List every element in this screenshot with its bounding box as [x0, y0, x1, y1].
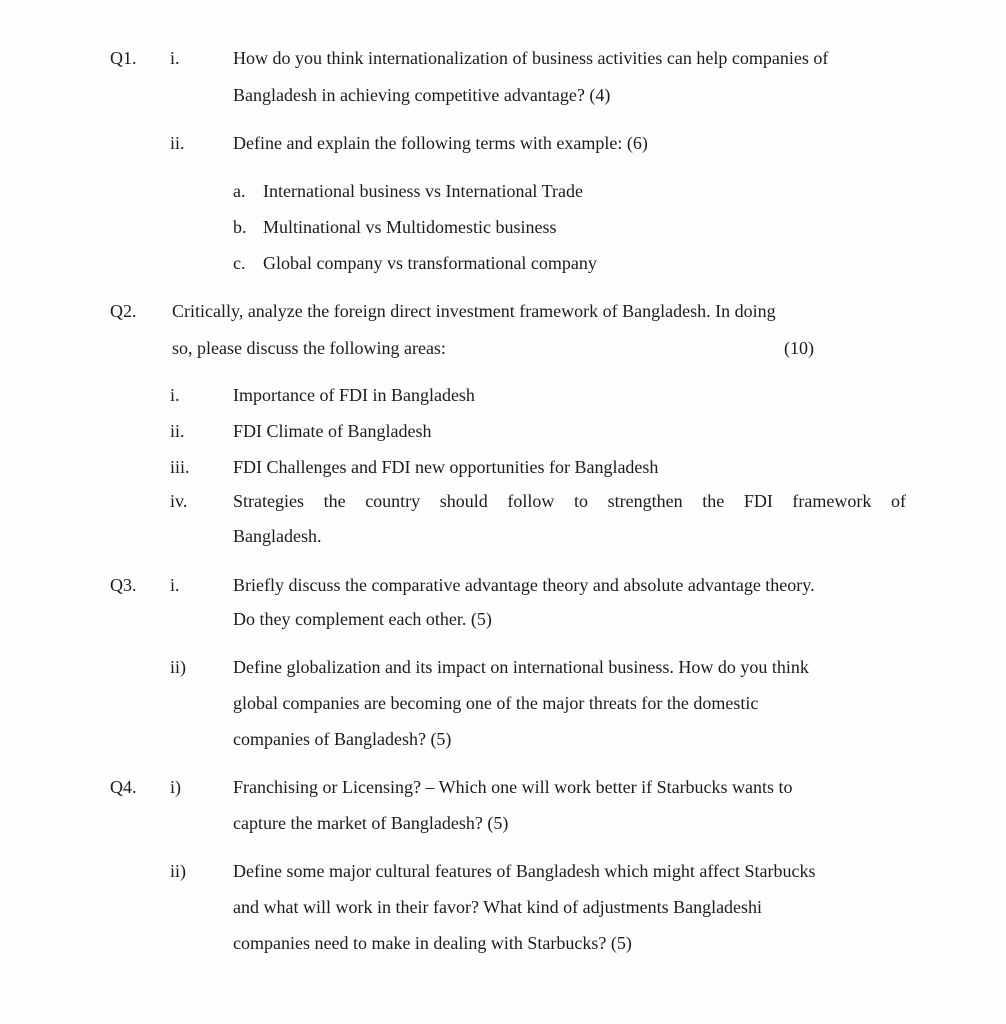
list-item-text: Global company vs transformational company	[263, 253, 597, 273]
list-item-label: i.	[170, 385, 180, 405]
list-item-label: c.	[233, 253, 246, 273]
list-item-text: FDI Challenges and FDI new opportunities for Bangladesh	[233, 457, 659, 477]
list-item-label: b.	[233, 217, 247, 237]
question-text: Franchising or Licensing? – Which one will work better if Starbucks wants to	[233, 777, 793, 797]
sub-question-label: i.	[170, 48, 180, 68]
marks-label: (10)	[784, 338, 814, 358]
question-text: and what will work in their favor? What kind of adjustments Bangladeshi	[233, 897, 763, 917]
list-item-text: Multinational vs Multidomestic business	[263, 217, 557, 237]
question-text: companies need to make in dealing with Starbucks? (5)	[233, 933, 632, 953]
sub-question-label: i)	[170, 777, 181, 797]
list-item-label: iv.	[170, 491, 188, 511]
list-item-label: ii.	[170, 421, 185, 441]
question-text: Do they complement each other. (5)	[233, 609, 492, 629]
sub-question-label: ii)	[170, 861, 186, 881]
list-item-text: Importance of FDI in Bangladesh	[233, 385, 475, 405]
question-text: global companies are becoming one of the major threats for the domestic	[233, 693, 759, 713]
question-number: Q4.	[110, 777, 137, 797]
question-number: Q2.	[110, 301, 137, 321]
question-number: Q1.	[110, 48, 137, 68]
question-text: Critically, analyze the foreign direct investment framework of Bangladesh. In doing	[172, 301, 776, 321]
question-text: capture the market of Bangladesh? (5)	[233, 813, 509, 833]
question-number: Q3.	[110, 575, 137, 595]
question-text: companies of Bangladesh? (5)	[233, 729, 452, 749]
question-text: Define and explain the following terms with example: (6)	[233, 133, 648, 153]
question-text: Briefly discuss the comparative advantage theory and absolute advantage theory.	[233, 575, 815, 595]
question-text: Define globalization and its impact on international business. How do you think	[233, 657, 809, 677]
sub-question-label: ii.	[170, 133, 185, 153]
list-item-text: Strategies the country should follow to strengthen the FDI framework of	[233, 491, 906, 511]
question-text: Define some major cultural features of Bangladesh which might affect Starbucks	[233, 861, 816, 881]
question-text: Bangladesh in achieving competitive advantage? (4)	[233, 85, 611, 105]
question-text: How do you think internationalization of business activities can help companies of	[233, 48, 829, 68]
list-item-text: International business vs International Trade	[263, 181, 583, 201]
sub-question-label: ii)	[170, 657, 186, 677]
sub-question-label: i.	[170, 575, 180, 595]
list-item-label: iii.	[170, 457, 190, 477]
list-item-text: Bangladesh.	[233, 526, 322, 546]
list-item-text: FDI Climate of Bangladesh	[233, 421, 432, 441]
list-item-label: a.	[233, 181, 246, 201]
question-text: so, please discuss the following areas:	[172, 338, 446, 358]
